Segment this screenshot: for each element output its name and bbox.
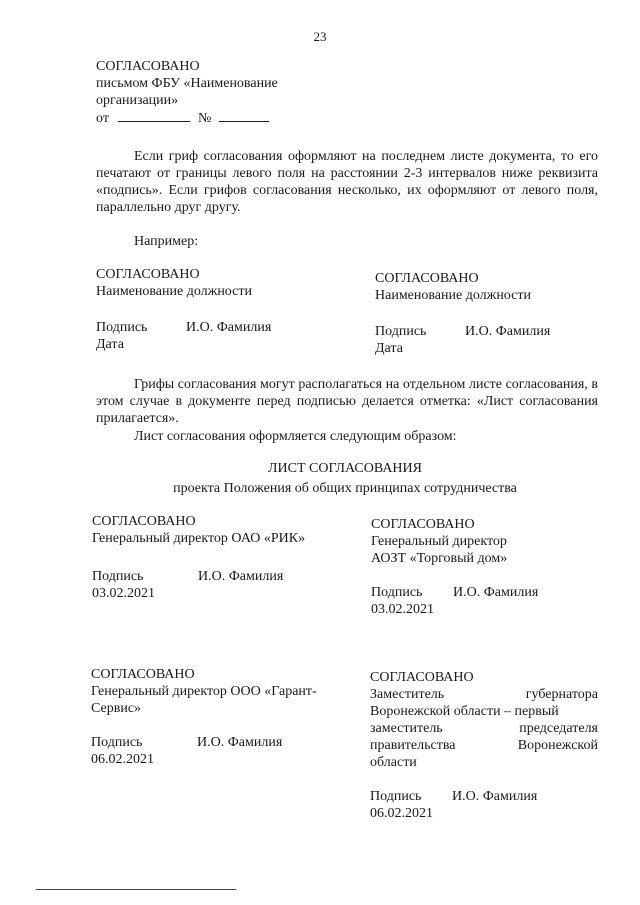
signer-name: И.О. Фамилия (465, 324, 551, 339)
paragraph-placement: Если гриф согласования оформляют на последнем листе документа, то его печатают от границы левого поля на расстоянии 2-3 интервалов ниже реквизита «подпись». Если грифов согласования несколько, их оформляют от левого поля, параллельно друг другу. (96, 149, 598, 215)
page-number: 23 (313, 29, 327, 44)
stamp-line: письмом ФБУ «Наименование (96, 76, 278, 91)
signer-name: И.О. Фамилия (197, 735, 283, 750)
signature-row (92, 568, 305, 585)
stamp-date-number-line (96, 109, 278, 127)
approval-stamp-4 (370, 669, 598, 822)
stamp-position-justified (370, 737, 598, 754)
signer-name: И.О. Фамилия (186, 320, 272, 335)
stamp-title: СОГЛАСОВАНО (96, 267, 200, 282)
signer-name: И.О. Фамилия (452, 789, 538, 804)
paragraph-separate-sheet: Грифы согласования могут располагаться на отдельном листе согласования, в этом случае в документе перед подписью делается отметка: «Лист согласования прилагается». (96, 377, 598, 426)
stamp-position: АОЗТ «Торговый дом» (371, 551, 508, 566)
stamp-position-justified (370, 720, 598, 737)
stamp-position: Генеральный директор (371, 534, 507, 549)
position-word: губернатора (525, 687, 598, 702)
signature-row (91, 734, 317, 751)
signer-name: И.О. Фамилия (453, 585, 539, 600)
stamp-position: Наименование должности (375, 288, 531, 303)
stamp-num-label: № (197, 111, 212, 126)
position-word: председателя (519, 721, 598, 736)
stamp-title: СОГЛАСОВАНО (92, 514, 196, 529)
number-blank (219, 109, 269, 122)
signature-row (375, 323, 550, 340)
approval-date: 03.02.2021 (371, 602, 434, 617)
approval-date: 06.02.2021 (91, 752, 154, 767)
signature-label: Подпись (96, 320, 148, 335)
stamp-title: СОГЛАСОВАНО (91, 667, 195, 682)
stamp-position: Наименование должности (96, 284, 252, 299)
signature-label: Подпись (375, 324, 427, 339)
signer-name: И.О. Фамилия (198, 569, 284, 584)
stamp-position: области (370, 755, 417, 770)
example-stamp-right (375, 270, 550, 357)
stamp-title: СОГЛАСОВАНО (371, 517, 475, 532)
example-stamp-left (96, 266, 271, 353)
signature-label: Подпись (91, 735, 143, 750)
approval-stamp-2 (371, 516, 538, 618)
stamp-title: СОГЛАСОВАНО (370, 670, 474, 685)
signature-row (371, 584, 538, 601)
signature-row (370, 788, 598, 805)
example-label: Например: (134, 234, 199, 249)
position-word: Воронежской (517, 738, 598, 753)
stamp-position: Воронежской области – первый (370, 704, 559, 719)
stamp-position: Генеральный директор ООО «Гарант- (91, 684, 317, 699)
date-label: Дата (375, 341, 403, 356)
signature-label: Подпись (371, 585, 423, 600)
position-word: правительства (370, 738, 456, 753)
stamp-position-justified (370, 686, 598, 703)
stamp-position: Генеральный директор ОАО «РИК» (92, 531, 306, 546)
page-bottom-rule (36, 889, 236, 890)
stamp-ot-label: от (96, 111, 109, 126)
stamp-line: организации» (96, 93, 179, 108)
approval-stamp-3 (91, 666, 317, 768)
sheet-subtitle: проекта Положения об общих принципах сотрудничества (173, 481, 517, 496)
signature-label: Подпись (92, 569, 144, 584)
signature-label: Подпись (370, 789, 422, 804)
position-word: Заместитель (370, 687, 445, 702)
stamp-title: СОГЛАСОВАНО (375, 271, 479, 286)
date-label: Дата (96, 337, 124, 352)
approval-date: 03.02.2021 (92, 586, 155, 601)
position-word: заместитель (370, 721, 443, 736)
stamp-position: Сервис» (91, 701, 142, 716)
header-approval-stamp (96, 58, 278, 127)
paragraph-sheet-format: Лист согласования оформляется следующим образом: (134, 429, 457, 444)
signature-row (96, 319, 271, 336)
approval-stamp-1 (92, 513, 305, 602)
sheet-title: ЛИСТ СОГЛАСОВАНИЯ (268, 461, 422, 476)
stamp-title: СОГЛАСОВАНО (96, 59, 200, 74)
approval-date: 06.02.2021 (370, 806, 433, 821)
date-blank (118, 109, 190, 122)
